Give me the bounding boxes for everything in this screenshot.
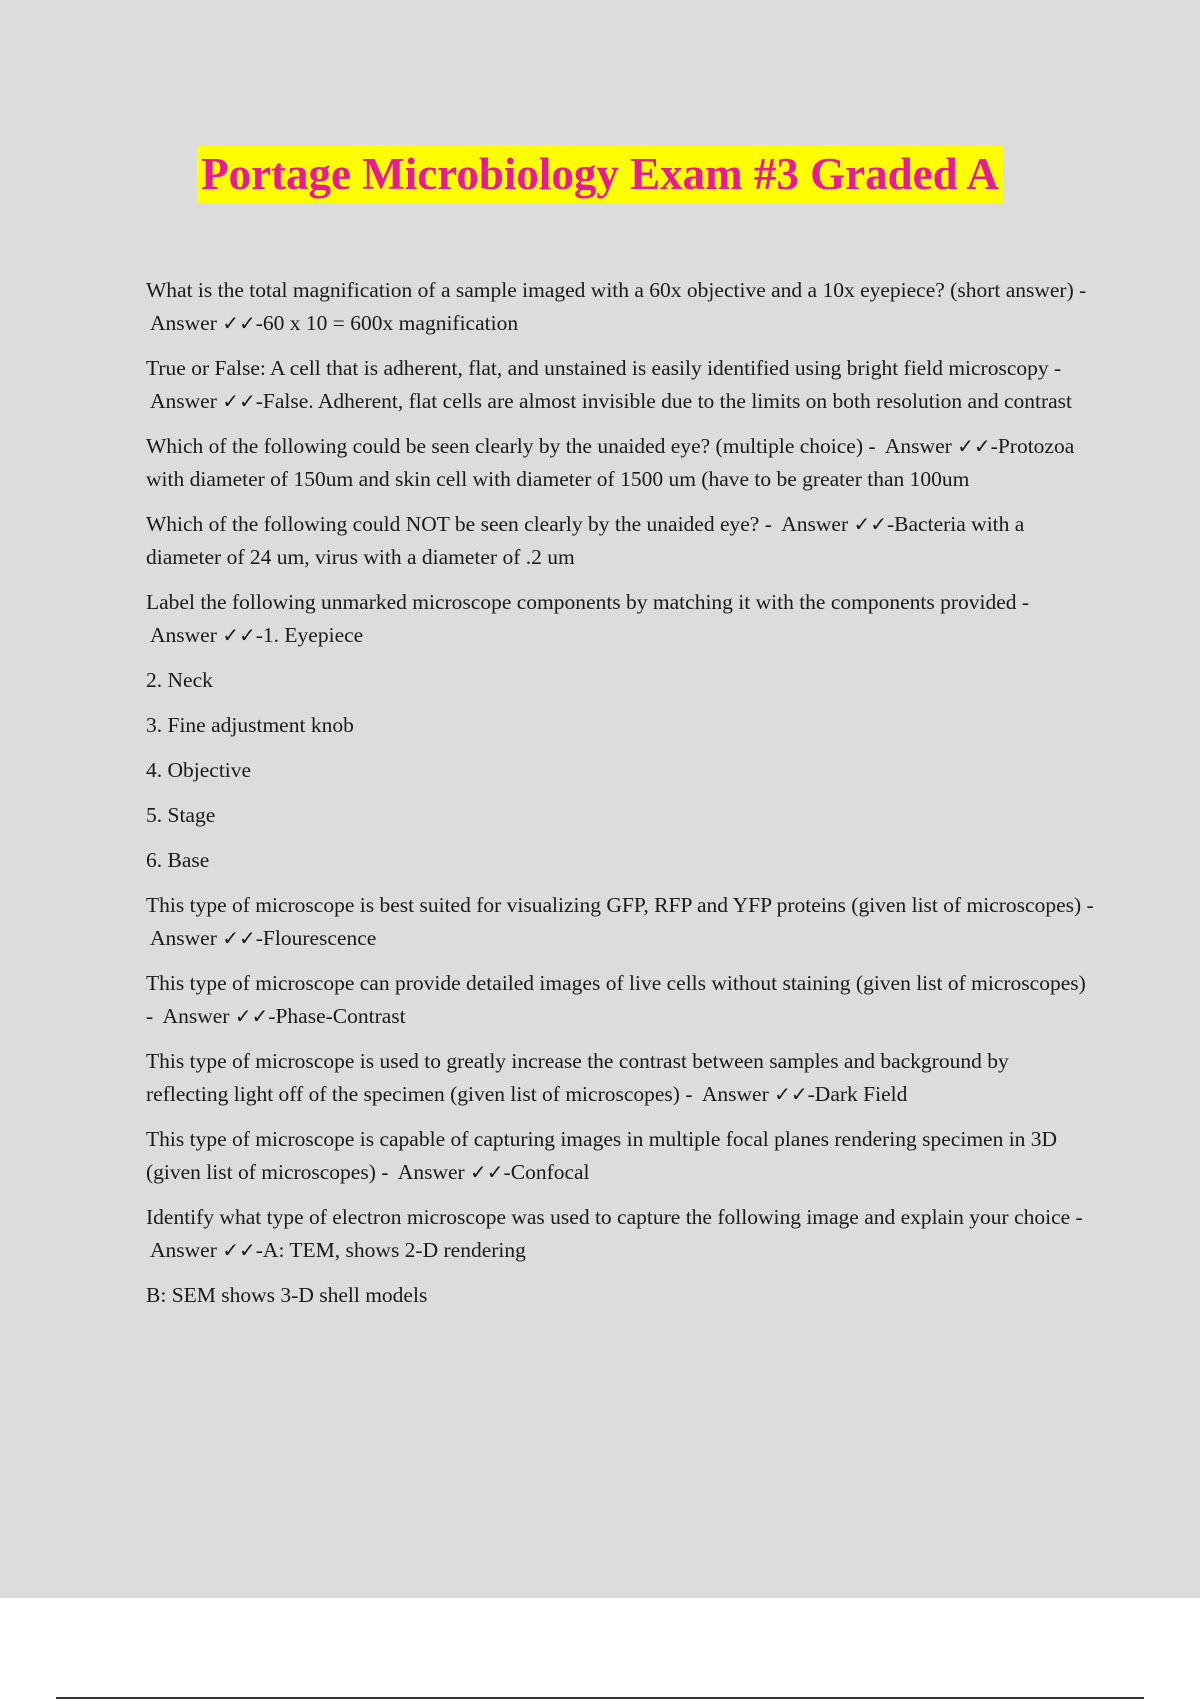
answer-label: Answer xyxy=(150,311,217,335)
question-text: Which of the following could be seen clearly by the unaided eye? (multiple choice) - xyxy=(146,434,881,458)
qa-paragraph xyxy=(146,1045,1096,1111)
qa-paragraph xyxy=(146,430,1096,496)
answer-label: Answer xyxy=(397,1160,465,1184)
question-text: This type of microscope is capable of capturing images in multiple focal planes rendering specimen in 3D (given list of microscopes) - xyxy=(146,1127,1058,1184)
answer-text: -Protozoa with diameter of 150um and skin cell with diameter of 1500 um (have to be greater than 100um xyxy=(146,434,1075,491)
double-check-icon: ✓✓ xyxy=(957,434,991,458)
answer-text: -Bacteria with a diameter of 24 um, virus with a diameter of .2 um xyxy=(146,512,1025,569)
answer-text: -Confocal xyxy=(503,1160,590,1184)
qa-paragraph xyxy=(146,508,1096,574)
footer-divider xyxy=(56,1697,1144,1699)
list-line: B: SEM shows 3-D shell models xyxy=(146,1283,428,1307)
answer-text: -60 x 10 = 600x magnification xyxy=(255,311,519,335)
qa-paragraph xyxy=(146,967,1096,1033)
question-text: Label the following unmarked microscope components by matching it with the components provided - xyxy=(146,590,1030,614)
answer-label: Answer xyxy=(150,389,217,413)
double-check-icon: ✓✓ xyxy=(222,311,256,335)
double-check-icon: ✓✓ xyxy=(222,623,256,647)
answer-label: Answer xyxy=(150,1238,217,1262)
document-body xyxy=(146,274,1096,1324)
question-text: True or False: A cell that is adherent, flat, and unstained is easily identified using bright field microscopy - xyxy=(146,356,1062,380)
list-line: 3. Fine adjustment knob xyxy=(146,713,354,737)
question-text: This type of microscope is used to greatly increase the contrast between samples and background by reflecting light off of the specimen (given list of microscopes) - xyxy=(146,1049,1009,1106)
answer-text: -Flourescence xyxy=(255,926,377,950)
question-text: This type of microscope can provide detailed images of live cells without staining (given list of microscopes) - xyxy=(146,971,1086,1028)
question-text: What is the total magnification of a sample imaged with a 60x objective and a 10x eyepiece? (short answer) - xyxy=(146,278,1087,302)
answer-text: -False. Adherent, flat cells are almost invisible due to the limits on both resolution and contrast xyxy=(255,389,1072,413)
list-line: 2. Neck xyxy=(146,668,213,692)
page-title: Portage Microbiology Exam #3 Graded A xyxy=(197,145,1003,203)
answer-text: -1. Eyepiece xyxy=(255,623,364,647)
qa-paragraph xyxy=(146,1201,1096,1267)
answer-label: Answer xyxy=(781,512,849,536)
answer-text: -Dark Field xyxy=(807,1082,908,1106)
title-wrap xyxy=(0,145,1200,203)
qa-paragraph xyxy=(146,274,1096,340)
answer-label: Answer xyxy=(150,623,217,647)
double-check-icon: ✓✓ xyxy=(470,1160,504,1184)
list-line: 5. Stage xyxy=(146,803,216,827)
qa-paragraph xyxy=(146,352,1096,418)
answer-label: Answer xyxy=(884,434,952,458)
double-check-icon: ✓✓ xyxy=(222,926,256,950)
answer-text: -Phase-Contrast xyxy=(268,1004,406,1028)
question-text: Which of the following could NOT be seen clearly by the unaided eye? - xyxy=(146,512,778,536)
qa-paragraph xyxy=(146,1123,1096,1189)
list-line: 6. Base xyxy=(146,848,210,872)
qa-paragraph xyxy=(146,889,1096,955)
double-check-icon: ✓✓ xyxy=(853,512,888,536)
list-line: 4. Objective xyxy=(146,758,252,782)
answer-text: -A: TEM, shows 2-D rendering xyxy=(255,1238,526,1262)
question-text: Identify what type of electron microscope was used to capture the following image and explain your choice - xyxy=(146,1205,1083,1229)
answer-label: Answer xyxy=(701,1082,769,1106)
question-text: This type of microscope is best suited for visualizing GFP, RFP and YFP proteins (given list of microscopes) - xyxy=(146,893,1094,917)
double-check-icon: ✓✓ xyxy=(234,1004,269,1028)
double-check-icon: ✓✓ xyxy=(222,389,256,413)
double-check-icon: ✓✓ xyxy=(222,1238,256,1262)
answer-label: Answer xyxy=(150,926,217,950)
qa-paragraph xyxy=(146,586,1096,652)
answer-label: Answer xyxy=(162,1004,230,1028)
double-check-icon: ✓✓ xyxy=(774,1082,808,1106)
